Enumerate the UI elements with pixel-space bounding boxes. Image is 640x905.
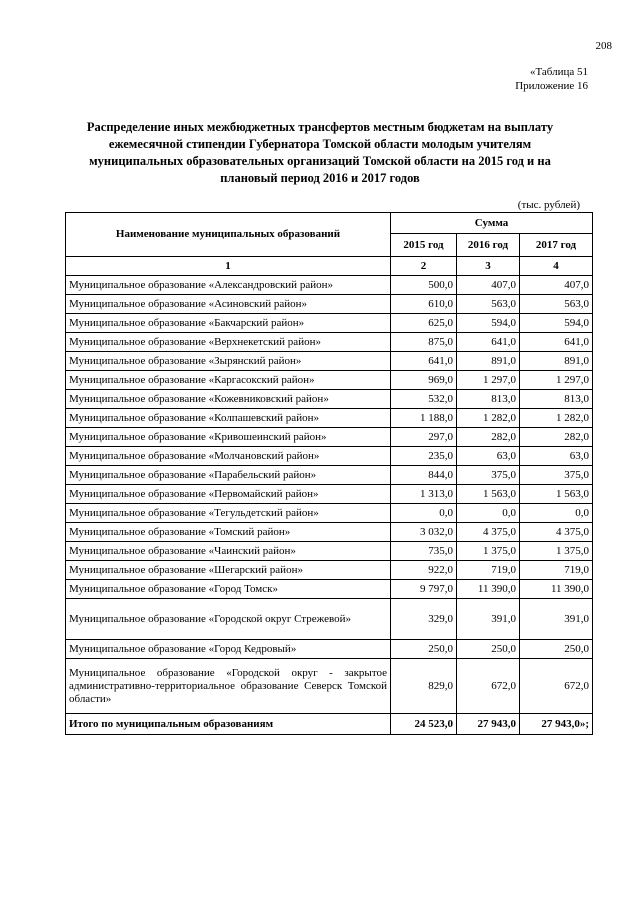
amount-2017: 594,0 (520, 314, 593, 333)
amount-2015: 9 797,0 (391, 580, 457, 599)
document-title: Распределение иных межбюджетных трансфертов местным бюджетам на выплату ежемесячной стипендии Губернатора Томской области молодым учителям муниципальных образовательных организаций Томской области на 2015 год и на плановый период 2016 и 2017 годов (86, 120, 554, 185)
municipality-name: Муниципальное образование «Парабельский район» (66, 466, 391, 485)
table-row (66, 390, 593, 409)
amount-2016: 407,0 (457, 276, 520, 295)
header-year-2015: 2015 год (391, 234, 457, 257)
units-label: (тыс. рублей) (517, 199, 580, 211)
header-sum: Сумма (391, 213, 593, 234)
amount-2016: 813,0 (457, 390, 520, 409)
amount-2015: 329,0 (391, 599, 457, 640)
amount-2016: 0,0 (457, 504, 520, 523)
amount-2016: 391,0 (457, 599, 520, 640)
municipality-name: Муниципальное образование «Бакчарский район» (66, 314, 391, 333)
table-row (66, 314, 593, 333)
table-row (66, 542, 593, 561)
amount-2015: 500,0 (391, 276, 457, 295)
amount-2017: 250,0 (520, 640, 593, 659)
table-row (66, 580, 593, 599)
table-row (66, 371, 593, 390)
amount-2015: 610,0 (391, 295, 457, 314)
table-number-label: «Таблица 51 (529, 66, 588, 78)
amount-2015: 844,0 (391, 466, 457, 485)
amount-2016: 282,0 (457, 428, 520, 447)
amount-2017: 672,0 (520, 659, 593, 714)
table-row (66, 333, 593, 352)
municipality-name: Муниципальное образование «Первомайский район» (66, 485, 391, 504)
table-header-row (66, 213, 593, 234)
municipality-name: Муниципальное образование «Городской округ - закрытое административно-территориальное образование Северск Томской области» (66, 659, 391, 714)
amount-2015: 625,0 (391, 314, 457, 333)
municipality-name: Муниципальное образование «Городской округ Стрежевой» (66, 599, 391, 640)
amount-2015: 875,0 (391, 333, 457, 352)
amount-2015: 735,0 (391, 542, 457, 561)
amount-2017: 375,0 (520, 466, 593, 485)
table-row (66, 447, 593, 466)
amount-2017: 1 282,0 (520, 409, 593, 428)
municipality-name: Муниципальное образование «Кривошеинский район» (66, 428, 391, 447)
amount-2016: 1 563,0 (457, 485, 520, 504)
total-2016: 27 943,0 (457, 714, 520, 735)
amount-2017: 1 297,0 (520, 371, 593, 390)
amount-2016: 63,0 (457, 447, 520, 466)
municipality-name: Муниципальное образование «Верхнекетский район» (66, 333, 391, 352)
municipality-name: Муниципальное образование «Каргасокский район» (66, 371, 391, 390)
amount-2017: 719,0 (520, 561, 593, 580)
municipality-name: Муниципальное образование «Кожевниковский район» (66, 390, 391, 409)
total-row (66, 714, 593, 735)
amount-2015: 1 313,0 (391, 485, 457, 504)
amount-2015: 297,0 (391, 428, 457, 447)
municipality-name: Муниципальное образование «Зырянский район» (66, 352, 391, 371)
amount-2015: 922,0 (391, 561, 457, 580)
header-name-column: Наименование муниципальных образований (66, 213, 391, 257)
amount-2015: 1 188,0 (391, 409, 457, 428)
table-row (66, 485, 593, 504)
amount-2017: 891,0 (520, 352, 593, 371)
amount-2017: 0,0 (520, 504, 593, 523)
amount-2015: 250,0 (391, 640, 457, 659)
amount-2017: 813,0 (520, 390, 593, 409)
amount-2015: 532,0 (391, 390, 457, 409)
amount-2016: 250,0 (457, 640, 520, 659)
column-number: 2 (391, 257, 457, 276)
amount-2015: 235,0 (391, 447, 457, 466)
amount-2017: 641,0 (520, 333, 593, 352)
amount-2017: 11 390,0 (520, 580, 593, 599)
amount-2016: 594,0 (457, 314, 520, 333)
municipality-name: Муниципальное образование «Колпашевский район» (66, 409, 391, 428)
table-row (66, 504, 593, 523)
total-2017: 27 943,0»; (520, 714, 593, 735)
amount-2016: 563,0 (457, 295, 520, 314)
amount-2015: 829,0 (391, 659, 457, 714)
table-row (66, 561, 593, 580)
municipality-name: Муниципальное образование «Молчановский район» (66, 447, 391, 466)
total-2015: 24 523,0 (391, 714, 457, 735)
municipality-name: Муниципальное образование «Чаинский район» (66, 542, 391, 561)
header-year-2017: 2017 год (520, 234, 593, 257)
appendix-label: Приложение 16 (515, 80, 588, 92)
table-row (66, 599, 593, 640)
amount-2016: 1 282,0 (457, 409, 520, 428)
amount-2016: 891,0 (457, 352, 520, 371)
amount-2017: 63,0 (520, 447, 593, 466)
column-number: 4 (520, 257, 593, 276)
table-row (66, 295, 593, 314)
table-row (66, 409, 593, 428)
amount-2015: 969,0 (391, 371, 457, 390)
total-label: Итого по муниципальным образованиям (66, 714, 391, 735)
amount-2015: 641,0 (391, 352, 457, 371)
amount-2016: 641,0 (457, 333, 520, 352)
header-year-2016: 2016 год (457, 234, 520, 257)
amount-2017: 4 375,0 (520, 523, 593, 542)
amount-2017: 563,0 (520, 295, 593, 314)
amount-2017: 391,0 (520, 599, 593, 640)
amount-2017: 407,0 (520, 276, 593, 295)
municipality-name: Муниципальное образование «Томский район» (66, 523, 391, 542)
municipality-name: Муниципальное образование «Александровский район» (66, 276, 391, 295)
amount-2016: 375,0 (457, 466, 520, 485)
transfers-table (65, 212, 593, 735)
amount-2015: 0,0 (391, 504, 457, 523)
amount-2017: 1 563,0 (520, 485, 593, 504)
table-row (66, 428, 593, 447)
table-row (66, 466, 593, 485)
amount-2015: 3 032,0 (391, 523, 457, 542)
table-row (66, 276, 593, 295)
municipality-name: Муниципальное образование «Город Кедровый» (66, 640, 391, 659)
amount-2017: 1 375,0 (520, 542, 593, 561)
amount-2016: 4 375,0 (457, 523, 520, 542)
amount-2017: 282,0 (520, 428, 593, 447)
amount-2016: 1 375,0 (457, 542, 520, 561)
municipality-name: Муниципальное образование «Асиновский район» (66, 295, 391, 314)
column-numbers-row (66, 257, 593, 276)
amount-2016: 672,0 (457, 659, 520, 714)
municipality-name: Муниципальное образование «Шегарский район» (66, 561, 391, 580)
table-row (66, 352, 593, 371)
municipality-name: Муниципальное образование «Тегульдетский район» (66, 504, 391, 523)
municipality-name: Муниципальное образование «Город Томск» (66, 580, 391, 599)
column-number: 3 (457, 257, 520, 276)
table-row (66, 523, 593, 542)
amount-2016: 719,0 (457, 561, 520, 580)
amount-2016: 11 390,0 (457, 580, 520, 599)
page-number: 208 (595, 40, 612, 52)
amount-2016: 1 297,0 (457, 371, 520, 390)
table-row (66, 640, 593, 659)
column-number: 1 (66, 257, 391, 276)
table-row (66, 659, 593, 714)
table-reference (515, 65, 588, 93)
